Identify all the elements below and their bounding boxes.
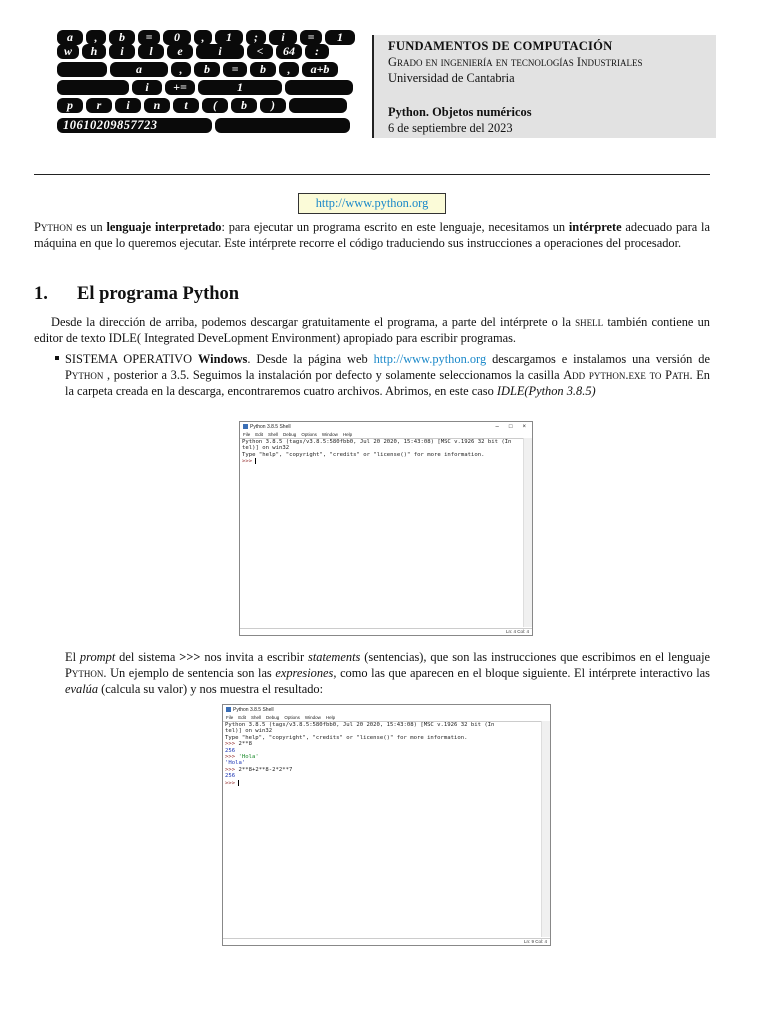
idle-shell-content[interactable] <box>240 438 523 627</box>
idle-menu-bar <box>223 714 550 721</box>
course-title: FUNDAMENTOS DE COMPUTACIÓN <box>388 39 613 53</box>
output-line: 'Hola' <box>225 760 246 767</box>
key: a+b <box>302 62 338 77</box>
output-line: 256 <box>225 747 236 754</box>
key: n <box>144 98 170 113</box>
term-prompt: prompt <box>79 650 116 664</box>
key: b <box>250 62 276 77</box>
keyboard-row-3 <box>57 62 338 77</box>
menu-window[interactable]: Window <box>321 432 338 437</box>
prompt: >>> <box>225 741 239 748</box>
keyboard-row-6 <box>57 118 350 133</box>
vertical-scrollbar[interactable] <box>523 438 532 627</box>
key <box>285 80 353 95</box>
text: . Desde la página web <box>247 352 374 366</box>
text-cursor <box>255 458 256 464</box>
idle-menu-bar <box>240 431 532 438</box>
keyboard-row-4 <box>57 80 353 95</box>
windows-bullet-text <box>65 351 710 399</box>
key: i <box>132 80 162 95</box>
key: , <box>194 30 212 45</box>
status-bar: Ln: 9 Col: 4 <box>223 938 550 945</box>
prompt-symbol: >>> <box>179 650 201 664</box>
key: 0 <box>163 30 191 45</box>
key: i <box>109 44 135 59</box>
key: e <box>167 44 193 59</box>
status-bar: Ln: 4 Col: 4 <box>240 628 532 635</box>
idle-title-bar <box>223 705 550 714</box>
text: . En la carpeta creada en la descarga, encontraremos cuatro archivos. Abrimos, en este caso <box>65 368 711 398</box>
python-link-box[interactable]: http://www.python.org <box>298 193 446 214</box>
key: = <box>300 30 322 45</box>
key: l <box>138 44 164 59</box>
idle-shell-window-1 <box>239 421 533 636</box>
key: w <box>57 44 79 59</box>
python-word: Python <box>65 368 104 382</box>
key: h <box>82 44 106 59</box>
banner-line: tel)] on win32 <box>225 728 273 735</box>
menu-options[interactable]: Options <box>301 432 317 437</box>
prompt: >>> <box>225 780 239 787</box>
key: r <box>86 98 112 113</box>
course-header <box>372 35 716 138</box>
maximize-icon[interactable]: □ <box>508 423 513 430</box>
degree-name: Grado en ingeniería en tecnologías Industriales <box>388 55 643 69</box>
close-icon[interactable]: × <box>522 423 526 430</box>
banner-line: Type "help", "copyright", "credits" or "license()" for more information. <box>242 451 485 458</box>
text: descargamos e instalamos una versión de <box>486 352 710 366</box>
text: es un <box>72 220 107 234</box>
key: t <box>173 98 199 113</box>
section-number: 1. <box>34 284 48 304</box>
text: SISTEMA OPERATIVO <box>65 352 198 366</box>
text: El <box>65 650 80 664</box>
prompt: >>> <box>225 754 239 761</box>
keyboard-row-5 <box>57 98 347 113</box>
menu-debug[interactable]: Debug <box>283 432 297 437</box>
menu-edit[interactable]: Edit <box>238 715 247 720</box>
menu-help[interactable]: Help <box>325 715 336 720</box>
keyboard-row-1 <box>57 30 355 45</box>
window-controls <box>496 419 532 435</box>
menu-edit[interactable]: Edit <box>255 432 264 437</box>
key: , <box>171 62 191 77</box>
menu-help[interactable]: Help <box>342 432 353 437</box>
term-interpreter: intérprete <box>568 220 622 234</box>
key: i <box>196 44 244 59</box>
prompt-line <box>223 780 541 787</box>
idle-shell-window-2 <box>222 704 551 946</box>
text: , posterior a 3.5. Seguimos la instalación por defecto y solamente seleccionamos la casilla <box>103 368 564 382</box>
key: ; <box>246 30 266 45</box>
term-evaluates: evalúa <box>65 682 99 696</box>
key: 10610209857723 <box>57 118 212 133</box>
key: 1 <box>325 30 355 45</box>
text: del sistema <box>115 650 180 664</box>
idle-shell-content[interactable] <box>223 721 541 937</box>
section-paragraph-1 <box>34 314 710 346</box>
section-heading <box>34 283 239 305</box>
input-expression: 'Hola' <box>238 754 259 761</box>
key: ( <box>202 98 228 113</box>
banner-line: Type "help", "copyright", "credits" or "license()" for more information. <box>225 734 468 741</box>
text: también contiene un editor de texto IDLE( Integrated DeveLopment Environment) apropiado para escribir programas. <box>34 315 710 345</box>
menu-options[interactable]: Options <box>284 715 300 720</box>
text: . Un ejemplo de sentencia son las <box>103 666 276 680</box>
menu-file[interactable]: File <box>243 432 251 437</box>
keyboard-row-2 <box>57 44 329 59</box>
idle-window-title: Python 3.8.5 Shell <box>250 423 291 430</box>
key: 1 <box>215 30 243 45</box>
prompt-line <box>240 458 523 465</box>
banner-line: Python 3.8.5 (tags/v3.8.5:580fbb0, Jul 20 2020, 15:43:08) [MSC v.1926 32 bit (In <box>225 722 495 728</box>
key: p <box>57 98 83 113</box>
windows-word: Windows <box>198 352 248 366</box>
key <box>57 62 107 77</box>
key: i <box>269 30 297 45</box>
key: b <box>109 30 135 45</box>
key: 1 <box>198 80 282 95</box>
text: Desde la dirección de arriba, podemos descargar gratuitamente el programa, a parte del intérprete o la <box>51 315 576 329</box>
python-app-icon <box>243 424 248 429</box>
key: = <box>138 30 160 45</box>
text: , como las que aparecen en el bloque siguiente. El intérprete interactivo las <box>333 666 710 680</box>
banner-line: Python 3.8.5 (tags/v3.8.5:580fbb0, Jul 20 2020, 15:43:08) [MSC v.1926 32 bit (In <box>242 439 512 445</box>
idle-window-title: Python 3.8.5 Shell <box>233 706 274 713</box>
python-app-icon <box>226 707 231 712</box>
key: , <box>86 30 106 45</box>
output-line: 256 <box>225 773 236 780</box>
python-word: Python <box>34 220 73 234</box>
key: a <box>57 30 83 45</box>
idle-title-bar <box>240 422 532 431</box>
section-paragraph-2 <box>65 649 710 697</box>
python-word: Python <box>65 666 104 680</box>
text: : para ejecutar un programa escrito en este lenguaje, necesitamos un <box>221 220 569 234</box>
key: b <box>231 98 257 113</box>
term-interpreted-language: lenguaje interpretado <box>106 220 222 234</box>
key: = <box>223 62 247 77</box>
text: adecuado para la máquina en que lo queremos ejecutar. Este intérprete recorre el código traduciendo sus instrucciones a operaciones del procesador. <box>34 220 710 250</box>
input-expression: 2**8+2**8-2*2**7 <box>238 766 293 773</box>
idle-version: IDLE(Python 3.8.5) <box>496 384 596 398</box>
section-title: El programa Python <box>77 284 240 304</box>
python-org-link[interactable]: http://www.python.org <box>373 352 487 366</box>
key: b <box>194 62 220 77</box>
banner-line: tel)] on win32 <box>242 445 290 452</box>
document-date: 6 de septiembre del 2023 <box>388 121 513 135</box>
shell-word: shell <box>575 315 604 329</box>
text: (sentencias), que son las instrucciones que escribimos en el lenguaje <box>360 650 711 664</box>
bullet-marker <box>55 356 63 364</box>
text: (calcula su valor) y nos muestra el resultado: <box>98 682 324 696</box>
keyboard-illustration <box>57 30 350 137</box>
vertical-scrollbar[interactable] <box>541 721 550 937</box>
minimize-icon[interactable]: – <box>495 423 499 430</box>
term-statements: statements <box>308 650 361 664</box>
key: : <box>305 44 329 59</box>
key: < <box>247 44 273 59</box>
key <box>57 80 129 95</box>
menu-shell[interactable]: Shell <box>251 715 262 720</box>
menu-debug[interactable]: Debug <box>266 715 280 720</box>
university-name: Universidad de Cantabria <box>388 71 515 85</box>
key: i <box>115 98 141 113</box>
key: , <box>279 62 299 77</box>
input-expression: 2**8 <box>238 741 252 748</box>
key: 64 <box>276 44 302 59</box>
text-cursor <box>238 780 239 786</box>
key: += <box>165 80 195 95</box>
prompt: >>> <box>242 458 256 465</box>
intro-paragraph <box>34 219 710 251</box>
header-divider <box>34 174 710 175</box>
menu-file[interactable]: File <box>226 715 234 720</box>
key <box>289 98 347 113</box>
text: nos invita a escribir <box>200 650 309 664</box>
key: ) <box>260 98 286 113</box>
add-to-path-option: Add python.exe to Path <box>563 368 690 382</box>
term-expressions: expresiones <box>275 666 334 680</box>
topic-title: Python. Objetos numéricos <box>388 105 532 119</box>
menu-shell[interactable]: Shell <box>268 432 279 437</box>
prompt: >>> <box>225 766 239 773</box>
menu-window[interactable]: Window <box>304 715 321 720</box>
key: a <box>110 62 168 77</box>
key <box>215 118 350 133</box>
